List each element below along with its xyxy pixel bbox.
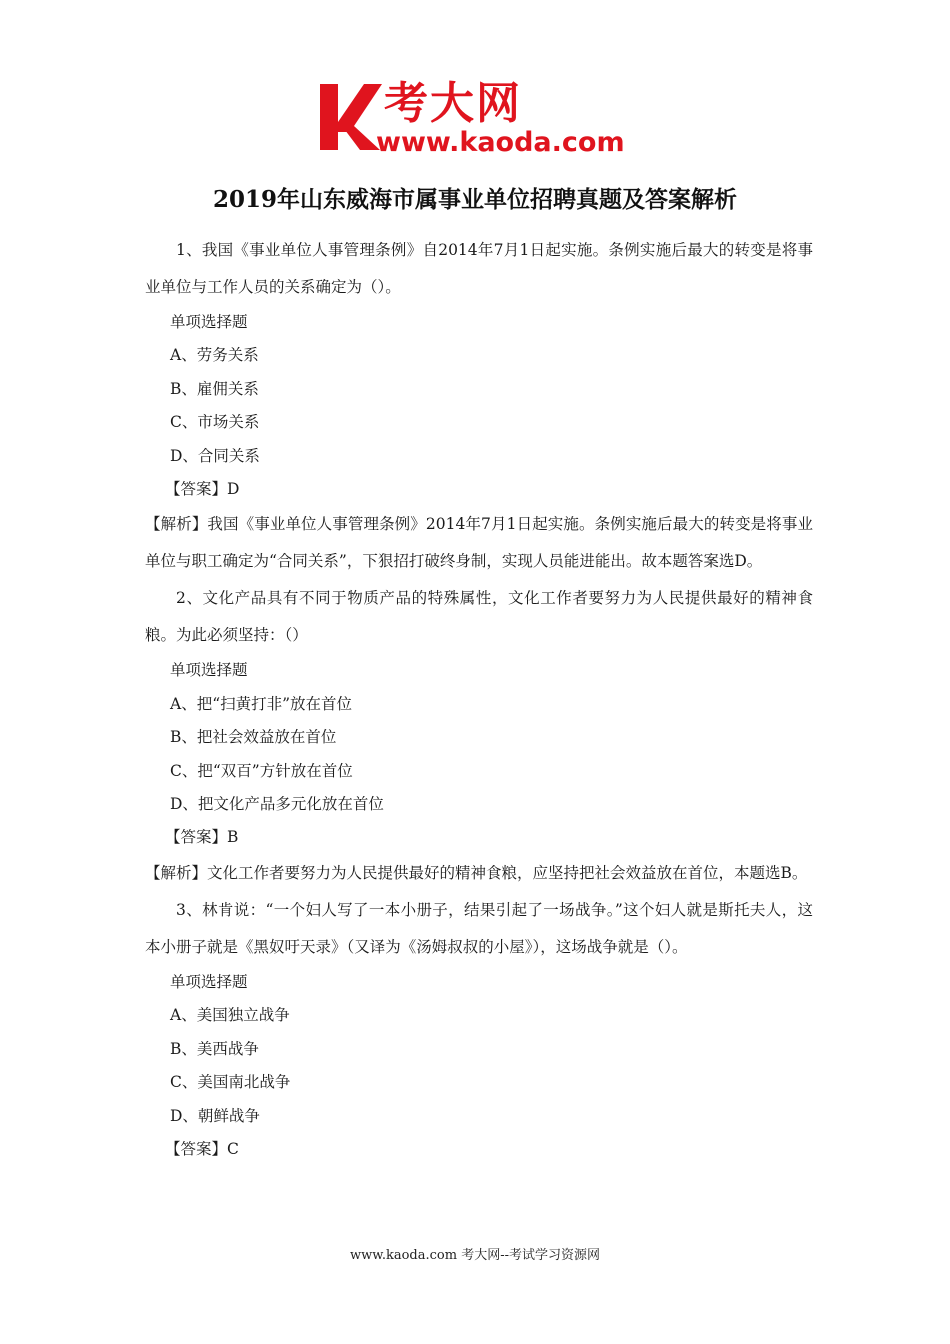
answer: 【答案】C (165, 1139, 239, 1158)
question-3 (145, 892, 813, 1166)
option-a: A、美国独立战争 (170, 1006, 290, 1025)
option-c: C、把“双百”方针放在首位 (170, 761, 353, 780)
question-2 (145, 580, 813, 891)
option-a: A、劳务关系 (170, 346, 259, 365)
option-b: B、把社会效益放在首位 (170, 728, 337, 747)
question-type: 单项选择题 (170, 313, 248, 331)
option-d: D、把文化产品多元化放在首位 (170, 795, 384, 814)
question-type: 单项选择题 (170, 661, 248, 680)
logo-site-url: www.kaoda.com (376, 127, 625, 158)
answer: 【答案】B (165, 828, 239, 847)
question-1 (145, 232, 813, 580)
option-b: B、美西战争 (170, 1039, 259, 1058)
document-body (145, 232, 813, 1166)
question-type: 单项选择题 (170, 972, 248, 991)
option-b: B、雇佣关系 (170, 379, 259, 398)
logo-site-name: 考大网 (384, 78, 522, 129)
option-a: A、把“扫黄打非”放在首位 (170, 694, 353, 713)
k-logo-icon (318, 82, 382, 152)
option-d: D、朝鲜战争 (170, 1106, 260, 1125)
answer: 【答案】D (165, 480, 240, 499)
document-title: 2019年山东威海市属事业单位招聘真题及答案解析 (212, 186, 737, 213)
site-logo (318, 80, 638, 162)
question-stem: 2、文化产品具有不同于物质产品的特殊属性，文化工作者要努力为人民提供最好的精神食粮。为此必须坚持：（） (145, 589, 813, 645)
analysis: 【解析】文化工作者要努力为人民提供最好的精神食粮，应坚持把社会效益放在首位，本题选B。 (145, 863, 808, 882)
question-stem: 3、林肯说：“一个妇人写了一本小册子，结果引起了一场战争。”这个妇人就是斯托夫人，这本小册子就是《黑奴吁天录》（又译为《汤姆叔叔的小屋》），这场战争就是（）。 (145, 900, 813, 956)
question-stem: 1、我国《事业单位人事管理条例》自2014年7月1日起实施。条例实施后最大的转变是将事业单位与工作人员的关系确定为（）。 (145, 241, 813, 296)
option-c: C、市场关系 (170, 413, 260, 432)
option-d: D、合同关系 (170, 446, 260, 465)
page-footer: www.kaoda.com 考大网--考试学习资源网 (350, 1248, 600, 1263)
option-c: C、美国南北战争 (170, 1073, 291, 1092)
analysis: 【解析】我国《事业单位人事管理条例》2014年7月1日起实施。条例实施后最大的转变是将事业单位与职工确定为“合同关系”，下狠招打破终身制，实现人员能进能出。故本题答案选D。 (145, 515, 813, 571)
